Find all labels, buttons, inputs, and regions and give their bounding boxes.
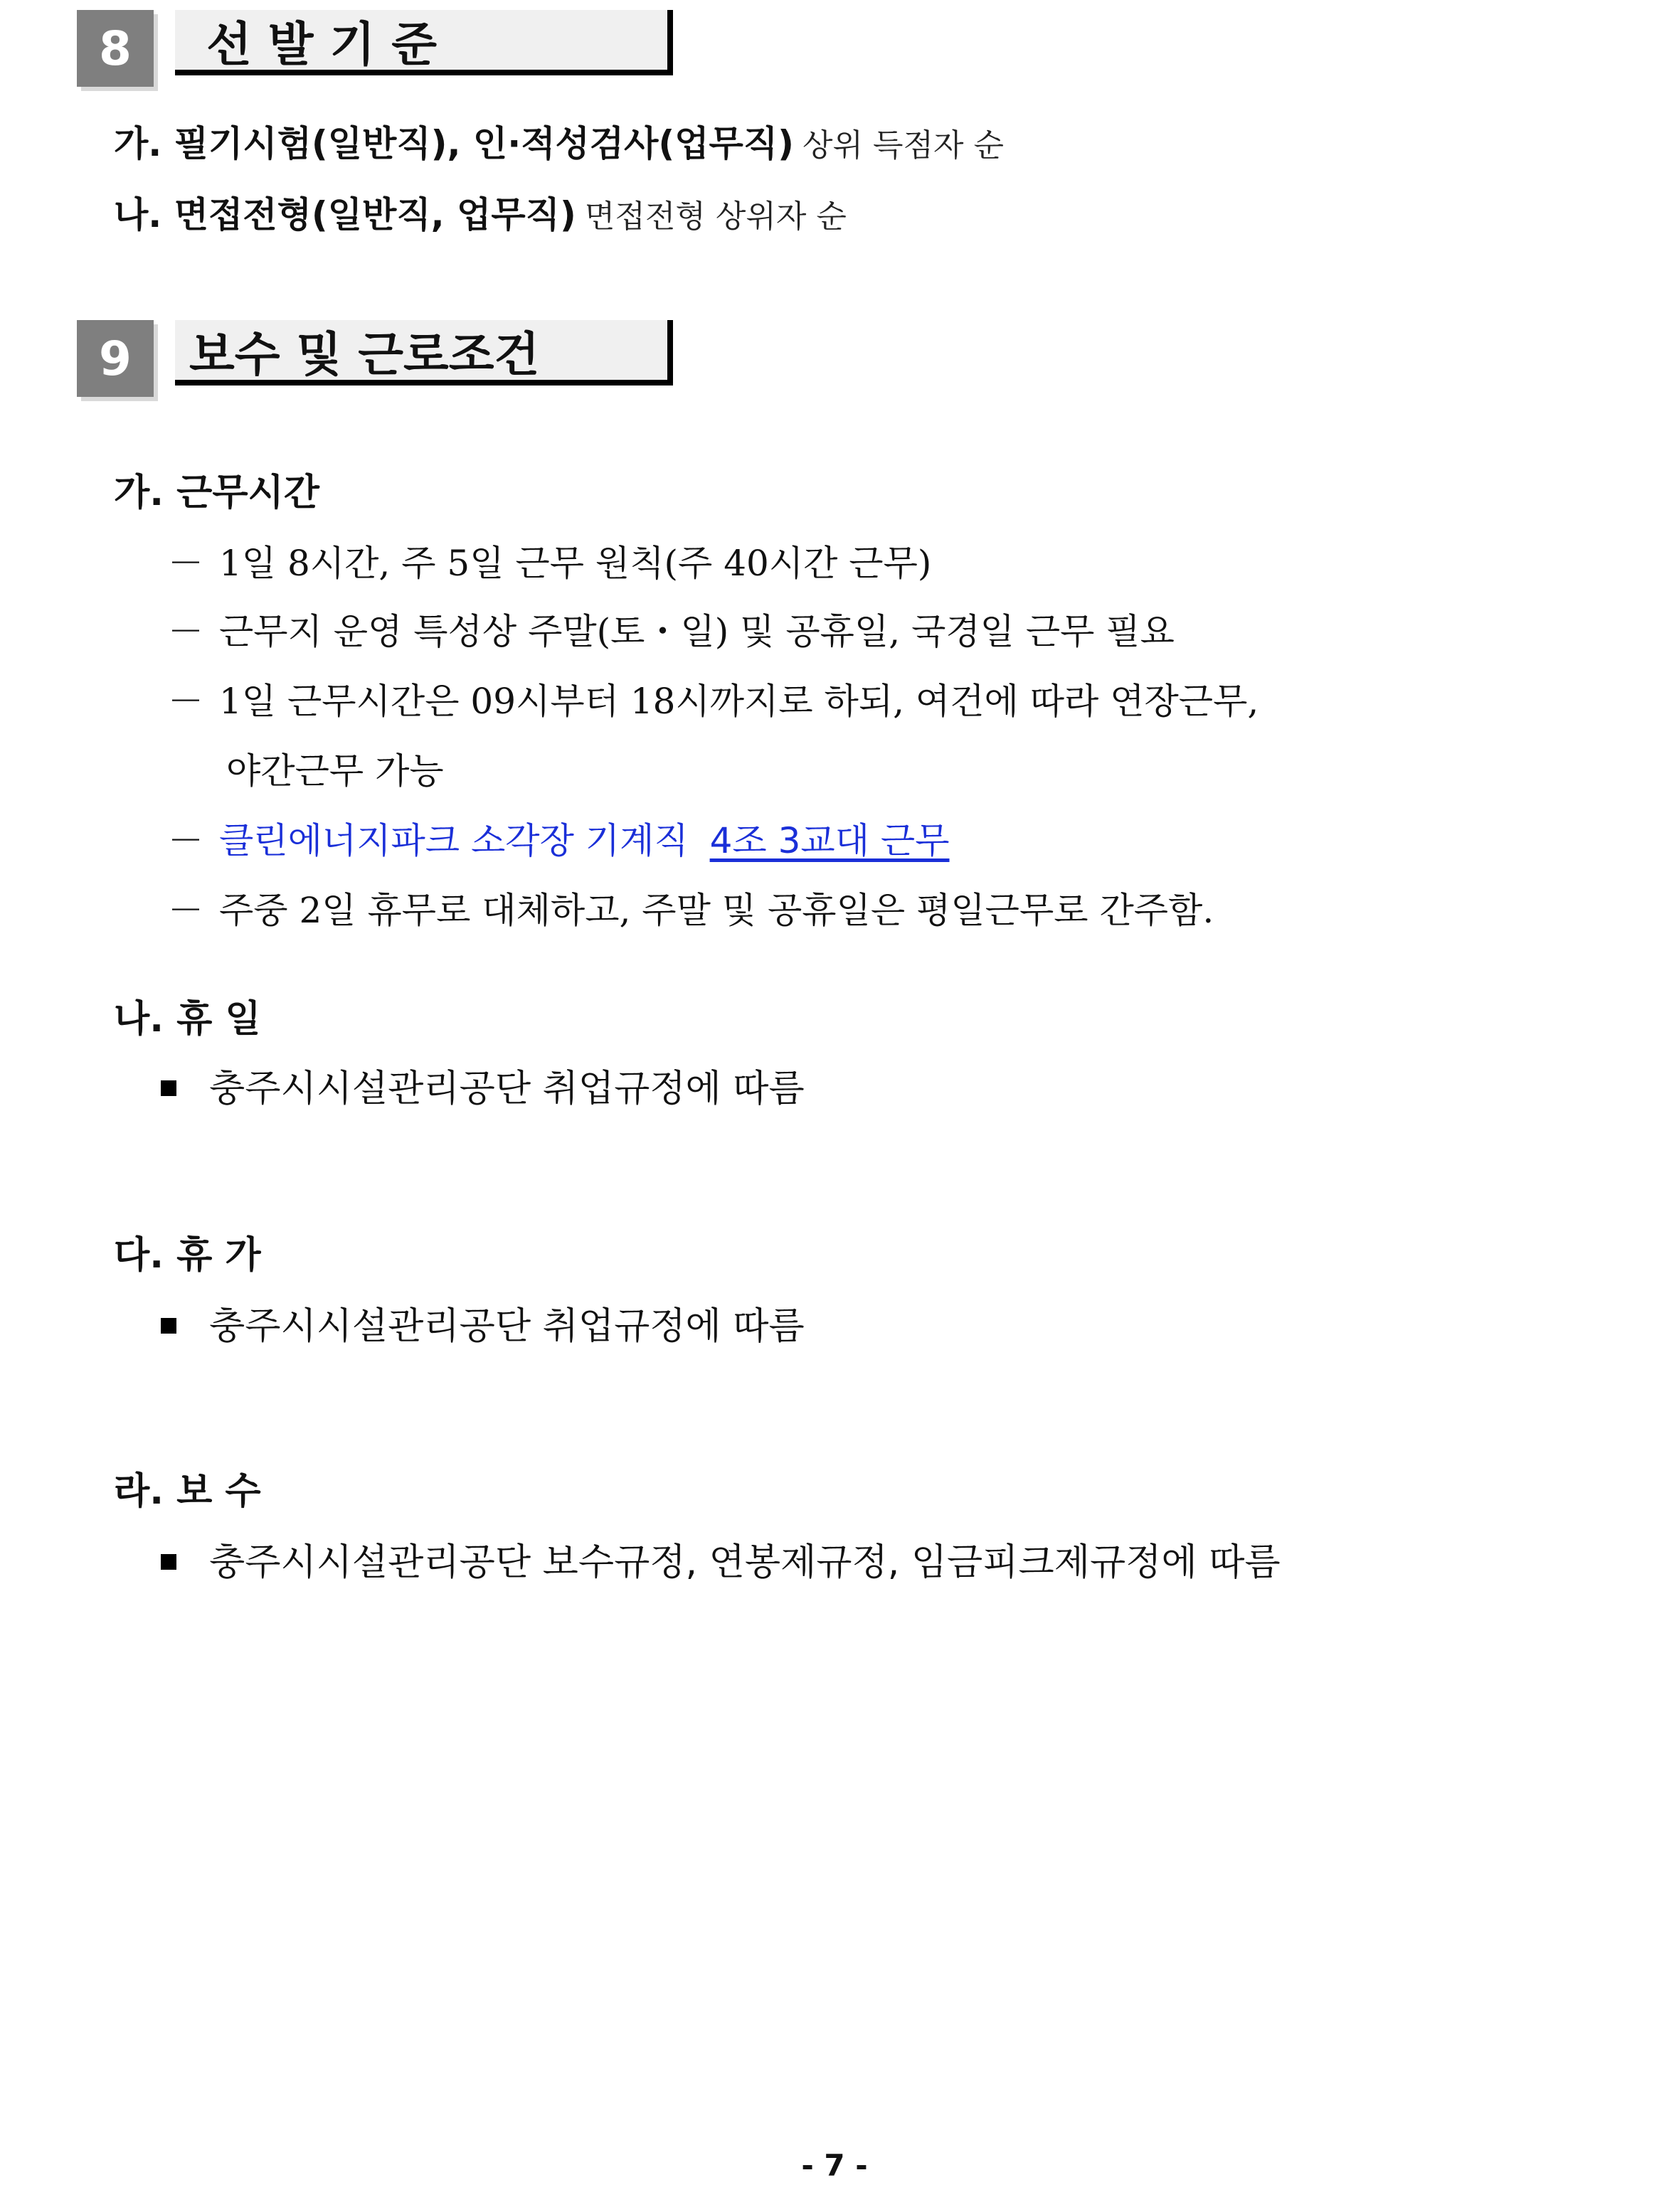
section-8-number: 8 xyxy=(77,10,154,87)
leave-heading: 다. 휴 가 xyxy=(114,1234,261,1277)
section-8-title: 선 발 기 준 xyxy=(175,10,673,75)
square-bullet-icon xyxy=(161,1554,176,1570)
dash-marker: － xyxy=(168,890,203,931)
dash-marker: － xyxy=(168,611,203,652)
pay-bullet xyxy=(161,1532,1281,1585)
section-9-number: 9 xyxy=(77,320,154,397)
item-lead: 가. 필기시험(일반직), 인·적성검사(업무직) xyxy=(114,123,795,164)
selection-criteria-item-2 xyxy=(114,186,847,238)
selection-criteria-item-1 xyxy=(114,115,1004,166)
work-hours-line-3-cont xyxy=(226,743,444,794)
section-9-title: 보수 및 근로조건 xyxy=(175,320,673,385)
page-number: - 7 - xyxy=(801,2148,868,2183)
dash-marker: － xyxy=(168,681,203,722)
bullet-text: 충주시시설관리공단 취업규정에 따름 xyxy=(209,1068,805,1110)
work-hours-line-1 xyxy=(168,535,931,586)
pay-heading: 라. 보 수 xyxy=(114,1470,261,1513)
line-text: 주중 2일 휴무로 대체하고, 주말 및 공휴일은 평일근무로 간주함. xyxy=(219,890,1214,931)
holidays-bullet xyxy=(161,1058,805,1112)
square-bullet-icon xyxy=(161,1080,176,1096)
line-text: 근무지 운영 특성상 주말(토・일) 및 공휴일, 국경일 근무 필요 xyxy=(219,611,1175,652)
work-hours-line-4 xyxy=(168,812,950,863)
shift-schedule-text: 4조 3교대 근무 xyxy=(709,820,950,861)
holidays-heading: 나. 휴 일 xyxy=(114,998,261,1041)
item-tail: 상위 득점자 순 xyxy=(802,127,1005,164)
work-hours-line-5 xyxy=(168,882,1214,933)
bullet-text: 충주시시설관리공단 취업규정에 따름 xyxy=(209,1305,805,1348)
item-tail: 면접전형 상위자 순 xyxy=(584,198,847,235)
square-bullet-icon xyxy=(161,1318,176,1334)
dash-marker: － xyxy=(168,543,203,584)
dash-marker: － xyxy=(168,820,203,861)
work-hours-line-2 xyxy=(168,603,1175,654)
line-text: 야간근무 가능 xyxy=(226,750,444,792)
line-text: 1일 근무시간은 09시부터 18시까지로 하되, 여건에 따라 연장근무, xyxy=(219,681,1259,722)
line-text: 1일 8시간, 주 5일 근무 원칙(주 40시간 근무) xyxy=(219,543,932,584)
work-hours-heading: 가. 근무시간 xyxy=(114,472,320,514)
incinerator-mechanical-text: 클린에너지파크 소각장 기계직 xyxy=(219,820,689,861)
leave-bullet xyxy=(161,1296,805,1349)
bullet-text: 충주시시설관리공단 보수규정, 연봉제규정, 임금피크제규정에 따름 xyxy=(209,1541,1281,1584)
item-lead: 나. 면접전형(일반직, 업무직) xyxy=(114,194,576,235)
work-hours-line-3 xyxy=(168,673,1259,724)
